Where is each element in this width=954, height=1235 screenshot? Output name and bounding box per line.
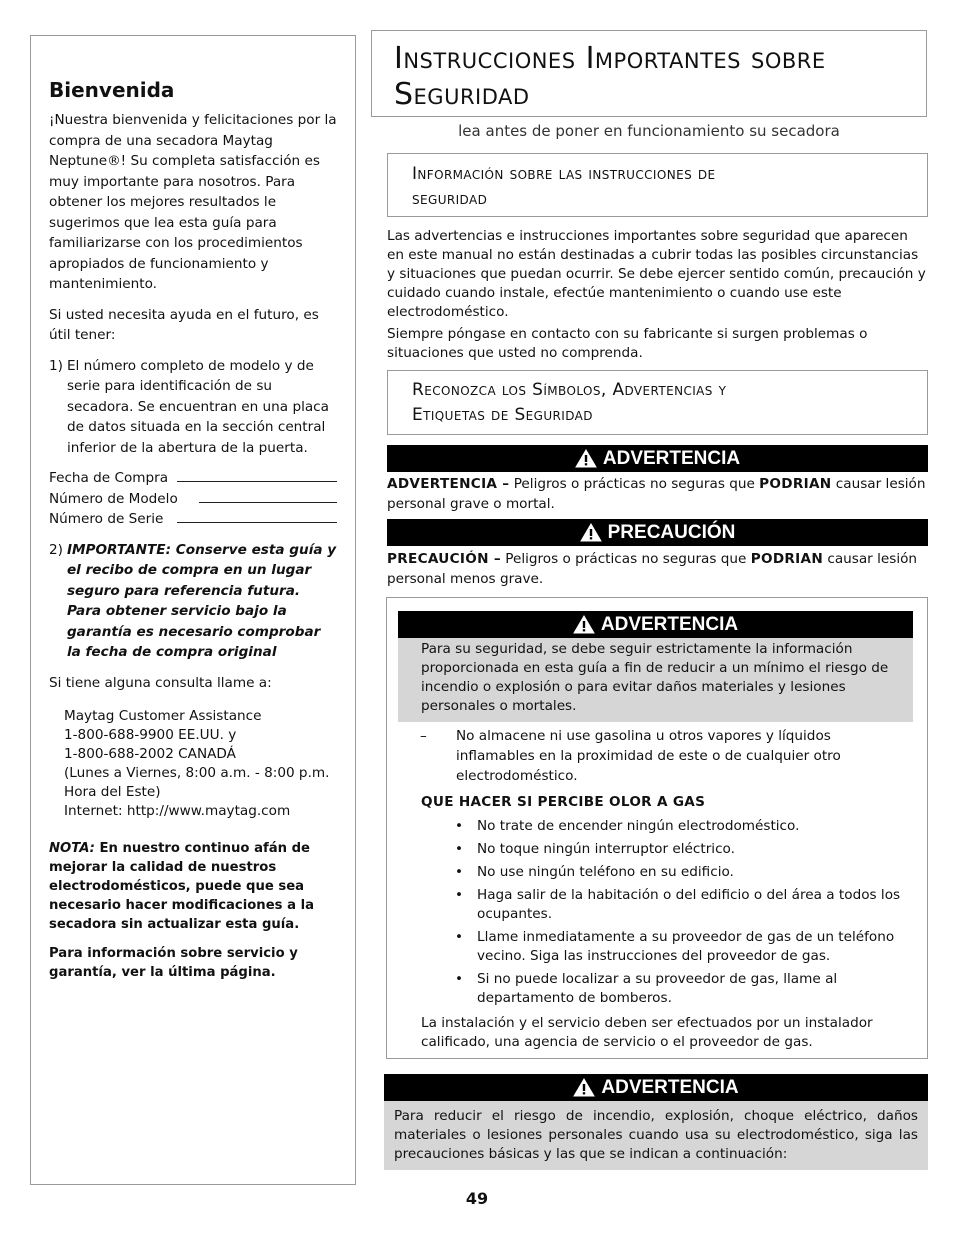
symbols-heading-box (387, 370, 928, 435)
definition-text: causar lesión personal menos grave. (387, 551, 918, 587)
precaucion-bar-label: PRECAUCIÓN (607, 521, 736, 543)
info-paragraph-1: Las advertencias e instrucciones importantes sobre seguridad que aparecen en este manual no están destinadas a cubrir todas las posibles circunstancias y situaciones que puedan ocurrir. Se debe ejercer sentido común, precaución y cuidado cuando instale, efectúe mantenimiento o cuando use este electrodoméstico. (387, 228, 926, 320)
contact-line: (Lunes a Viernes, 8:00 a.m. - 8:00 p.m. (64, 765, 330, 781)
warning-triangle-icon (575, 449, 597, 468)
info-heading-box (387, 153, 928, 217)
symbols-heading-line-2: Etiquetas de Seguridad (412, 405, 593, 425)
bullet: • (455, 971, 464, 987)
symbols-heading-line-1: Reconozca los Símbolos, Advertencias y (412, 380, 727, 400)
info-heading-line-2: seguridad (412, 189, 488, 209)
contact-line: Maytag Customer Assistance (64, 708, 262, 724)
serial-number-blank (177, 509, 337, 523)
installation-note: La instalación y el servicio deben ser efectuados por un instalador calificado, una agencia de servicio o el proveedor de gas. (421, 1015, 873, 1050)
page-subtitle: lea antes de poner en funcionamiento su secadora (458, 122, 840, 140)
service-note: Para información sobre servicio y garantía, ver la última página. (49, 946, 298, 980)
purchase-date-field (49, 468, 337, 489)
box-advertencia-label: ADVERTENCIA (600, 613, 739, 635)
advertencia-definition (387, 474, 928, 514)
numbered-item-1 (49, 356, 337, 459)
list-item (455, 970, 915, 1008)
bullet: • (455, 864, 464, 880)
precaucion-bar (387, 519, 928, 546)
list-item-text: No use ningún teléfono en su edificio. (477, 864, 734, 880)
list-item (455, 817, 915, 836)
warning-triangle-icon (573, 615, 595, 634)
contact-block (49, 707, 337, 821)
bottom-warning-panel: Para reducir el riesgo de incendio, explosión, choque eléctrico, daños materiales o lesiones personales cuando usa su electrodoméstico, siga las precauciones básicas y las que se indican a continuación: (384, 1101, 928, 1170)
contact-line: Hora del Este) (64, 784, 161, 800)
definition-text: Peligros o prácticas no seguras que (500, 551, 751, 567)
dash-marker: – (420, 728, 427, 744)
podrian-emphasis: PODRIAN (759, 476, 832, 492)
box-advertencia-bar (398, 611, 913, 638)
list-item-text: Si no puede localizar a su proveedor de gas, llame al departamento de bomberos. (477, 971, 838, 1006)
list-item (455, 928, 915, 966)
list-item-text: No toque ningún interruptor eléctrico. (477, 841, 735, 857)
advertencia-bar-label: ADVERTENCIA (602, 447, 741, 469)
bullet: • (455, 887, 464, 903)
serial-number-label: Número de Serie (49, 511, 164, 527)
purchase-date-label: Fecha de Compra (49, 470, 169, 486)
page-number: 49 (465, 1189, 489, 1208)
contact-line: Internet: http://www.maytag.com (64, 803, 291, 819)
definition-text: Peligros o prácticas no seguras que (509, 476, 760, 492)
item-text: IMPORTANTE: Conserve esta guía y el recibo de compra en un lugar seguro para referencia futura. Para obtener servicio bajo la garantía es necesario comprobar la fecha de compra original (66, 541, 337, 660)
info-heading-line-1: Información sobre las instrucciones de (412, 164, 716, 184)
podrian-emphasis: PODRIAN (750, 551, 824, 567)
item-number: 2) (49, 541, 63, 558)
record-fields (49, 468, 337, 530)
bottom-advertencia-label: ADVERTENCIA (601, 1076, 739, 1098)
gas-odor-heading: QUE HACER SI PERCIBE OLOR A GAS (421, 794, 706, 810)
list-item (455, 840, 915, 859)
info-body (387, 227, 928, 366)
bullet: • (455, 841, 464, 857)
purchase-date-blank (177, 468, 337, 482)
help-intro: Si usted necesita ayuda en el futuro, es útil tener: (49, 306, 319, 343)
storage-warning (420, 726, 910, 786)
page-title-box (371, 30, 927, 117)
model-number-label: Número de Modelo (49, 490, 178, 507)
welcome-panel (30, 35, 356, 1185)
contact-line: 1-800-688-9900 EE.UU. y (64, 727, 237, 743)
gas-odor-list (455, 817, 915, 1012)
definition-text: causar lesión personal grave o mortal. (387, 476, 926, 512)
model-number-blank (199, 489, 337, 503)
model-number-field (49, 489, 337, 510)
list-item (455, 886, 915, 924)
box-warning-panel: Para su seguridad, se debe seguir estrictamente la información proporcionada en esta guía a fin de reducir a un mínimo el riesgo de incendio o explosión o para evitar daños materiales y lesiones personales o mortales. (398, 638, 913, 722)
precaucion-definition (387, 549, 928, 589)
serial-number-field (49, 509, 337, 530)
welcome-paragraph: ¡Nuestra bienvenida y felicitaciones por la compra de una secadora Maytag Neptune®! Su completa satisfacción es muy importante para nosotros. Para obtener los mejores resultados le sugerimos que lea esta guía para familiarizarse con los procedimientos apropiados de funcionamiento y mantenimiento. (49, 112, 337, 292)
item-number: 1) (49, 357, 63, 374)
list-item-text: Llame inmediatamente a su proveedor de gas de un teléfono vecino. Siga las instrucciones del proveedor de gas. (477, 929, 895, 964)
bullet: • (455, 818, 464, 834)
welcome-heading: Bienvenida (49, 78, 175, 102)
info-paragraph-2: Siempre póngase en contacto con su fabricante si surgen problemas o situaciones que usted no comprenda. (387, 326, 868, 361)
contact-line: 1-800-688-2002 CANADÁ (64, 746, 236, 762)
precaucion-label: PRECAUCIÓN – (387, 551, 501, 567)
advertencia-label: ADVERTENCIA – (387, 476, 510, 492)
numbered-item-2 (49, 540, 337, 663)
list-item-text: Haga salir de la habitación o del edificio o del área a todos los ocupantes. (477, 887, 901, 922)
page-title-line-1: Instrucciones Importantes sobre (394, 41, 826, 76)
list-item-text: No trate de encender ningún electrodoméstico. (477, 818, 800, 834)
page-title-line-2: Seguridad (394, 77, 530, 112)
item-text: El número completo de modelo y de serie para identificación de su secadora. Se encuentran en una placa de datos situada en la sección central inferior de la abertura de la puerta. (66, 357, 329, 456)
warning-triangle-icon (573, 1078, 595, 1097)
warning-triangle-icon (580, 523, 602, 542)
note-paragraph (49, 839, 337, 934)
storage-warning-text: No almacene ni use gasolina u otros vapores y líquidos inflamables en la proximidad de este o de cualquier otro electrodoméstico. (456, 728, 841, 784)
note-text: En nuestro continuo afán de mejorar la calidad de nuestros electrodomésticos, puede que sea necesario hacer modificaciones a la secadora sin actualizar esta guía. (49, 841, 314, 932)
list-item (455, 863, 915, 882)
advertencia-bar (387, 445, 928, 472)
note-label: NOTA: (49, 841, 95, 856)
bullet: • (455, 929, 464, 945)
bottom-advertencia-bar (384, 1074, 928, 1101)
contact-intro: Si tiene alguna consulta llame a: (49, 674, 272, 691)
